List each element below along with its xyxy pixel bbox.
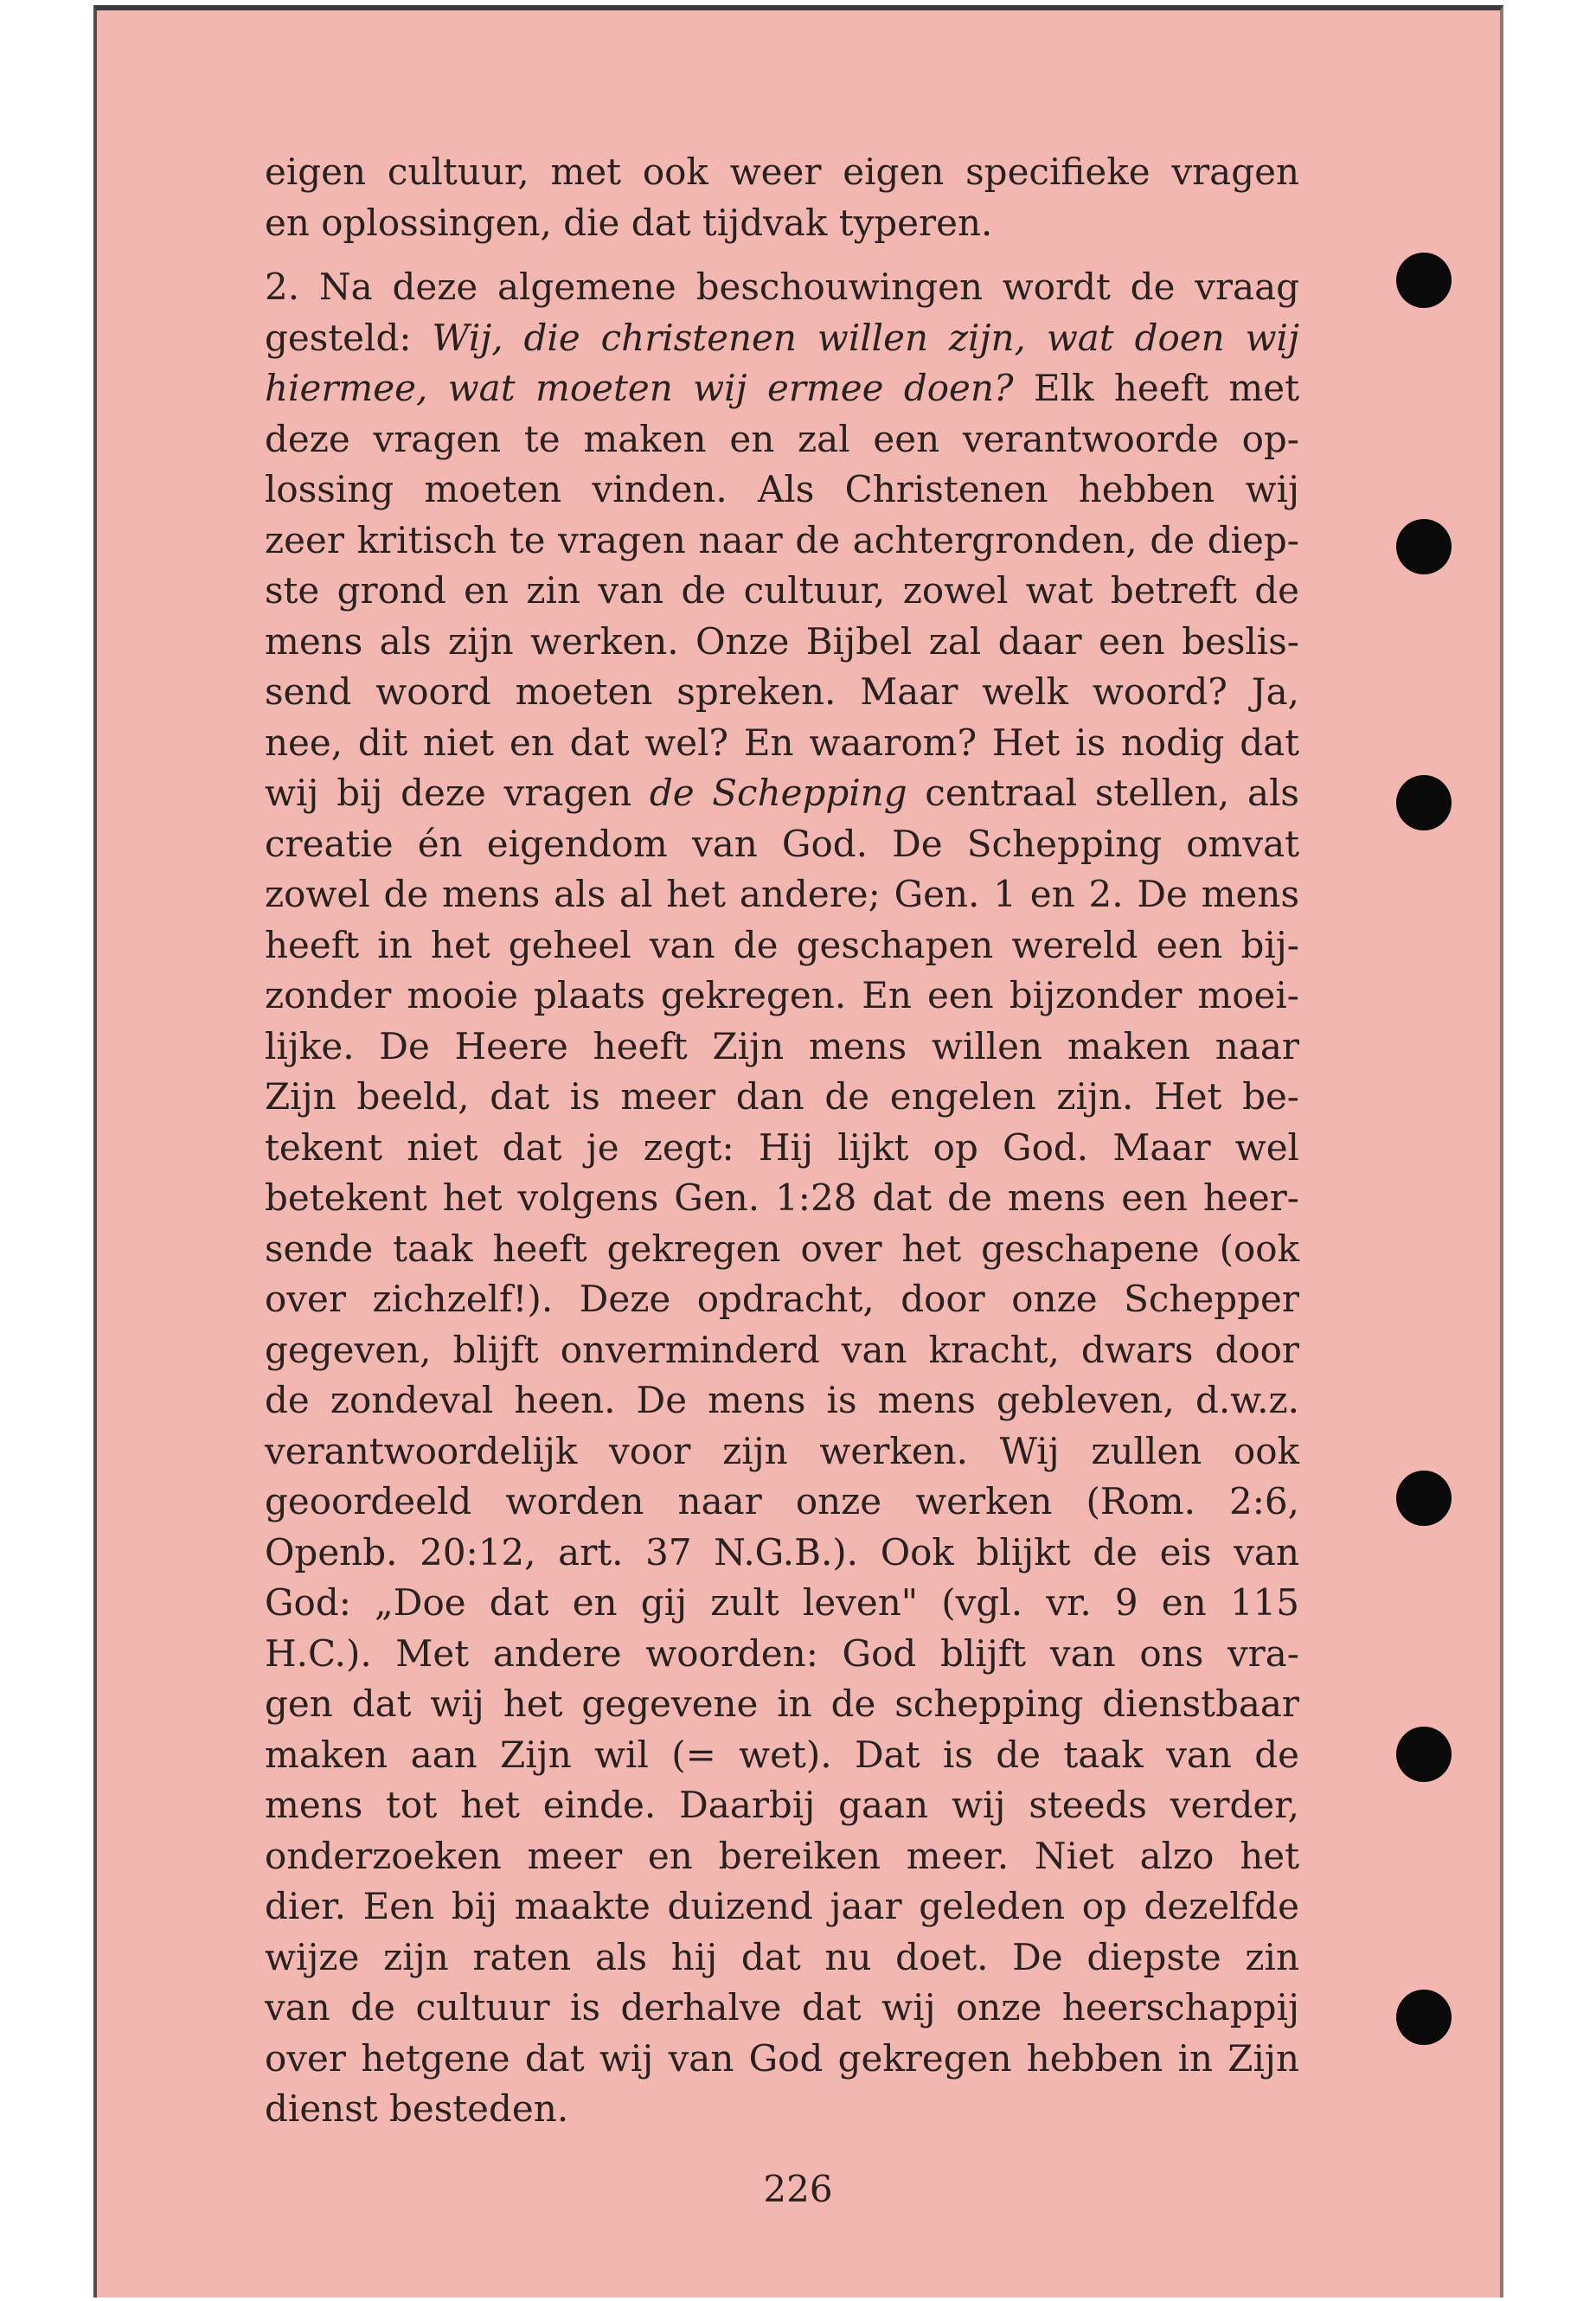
italic-question: Wij, die christenen willen zijn, wat doen wij <box>432 316 1299 359</box>
text-line: betekent het volgens Gen. 1:28 dat de mens een heer- <box>265 1176 1299 1219</box>
text-line: wijze zijn raten als hij dat nu doet. De diepste zin <box>265 1935 1299 1978</box>
text-line: over hetgene dat wij van God gekregen hebben in Zijn <box>265 2036 1299 2080</box>
text-line: dienst besteden. <box>265 2087 569 2130</box>
text-line: verantwoordelijk voor zijn werken. Wij zullen ook <box>265 1429 1299 1472</box>
text-line: over zichzelf!). Deze opdracht, door onze Schepper <box>265 1278 1299 1320</box>
text-line: mens als zijn werken. Onze Bijbel zal daar een beslis- <box>265 619 1299 663</box>
text-line: onderzoeken meer en bereiken meer. Niet alzo het <box>265 1834 1299 1877</box>
text-line: send woord moeten spreken. Maar welk woord? Ja, <box>265 670 1299 713</box>
text-line: tekent niet dat je zegt: Hij lijkt op God. Maar wel <box>265 1125 1299 1169</box>
text-line: maken aan Zijn wil (= wet). Dat is de taak van de <box>265 1733 1299 1776</box>
text-line: Openb. 20:12, art. 37 N.G.B.). Ook blijkt de eis van <box>265 1530 1299 1574</box>
punch-hole-icon <box>1396 1471 1452 1526</box>
text-span: Elk heeft met <box>1013 367 1299 409</box>
text-line: dier. Een bij maakte duizend jaar geleden op dezelfde <box>265 1885 1299 1927</box>
text-line: mens tot het einde. Daarbij gaan wij steeds verder, <box>265 1784 1299 1826</box>
text-line <box>265 363 1299 414</box>
text-line: zeer kritisch te vragen naar de achtergronden, de diep- <box>265 518 1299 561</box>
text-line: deze vragen te maken en zal een verantwoorde op- <box>265 417 1299 460</box>
text-line <box>265 768 1299 819</box>
punch-hole-icon <box>1396 519 1452 574</box>
text-line: zonder mooie plaats gekregen. En een bijzonder moei- <box>265 974 1299 1016</box>
text-line: Zijn beeld, dat is meer dan de engelen zijn. Het be- <box>265 1075 1299 1118</box>
body-text <box>265 147 1299 2135</box>
text-line: nee, dit niet en dat wel? En waarom? Het is nodig dat <box>265 721 1299 764</box>
text-line: zowel de mens als al het andere; Gen. 1 en 2. De mens <box>265 873 1299 915</box>
text-line: God: „Doe dat en gij zult leven" (vgl. vr. 9 en 115 <box>265 1581 1299 1624</box>
text-line: lijke. De Heere heeft Zijn mens willen maken naar <box>265 1024 1299 1067</box>
text-line: ste grond en zin van de cultuur, zowel wat betreft de <box>265 569 1299 612</box>
punch-hole-icon <box>1396 253 1452 308</box>
text-line: gen dat wij het gegevene in de schepping dienstbaar <box>265 1682 1299 1725</box>
punch-hole-icon <box>1396 1990 1452 2045</box>
text-line: sende taak heeft gekregen over het geschapene (ook <box>265 1227 1299 1270</box>
text-line: H.C.). Met andere woorden: God blijft van ons vra- <box>265 1631 1299 1675</box>
text-line <box>265 313 1299 364</box>
text-line: eigen cultuur, met ook weer eigen specifieke vragen <box>265 151 1299 193</box>
text-line: en oplossingen, die dat tijdvak typeren. <box>265 201 993 244</box>
punch-hole-icon <box>1396 1727 1452 1782</box>
text-line: de zondeval heen. De mens is mens gebleven, d.w.z. <box>265 1379 1299 1421</box>
italic-question: hiermee, wat moeten wij ermee doen? <box>265 367 1014 409</box>
text-line: heeft in het geheel van de geschapen wereld een bij- <box>265 923 1299 966</box>
text-line: gegeven, blijft onverminderd van kracht, dwars door <box>265 1328 1299 1371</box>
text-line: 2. Na deze algemene beschouwingen wordt de vraag <box>265 266 1299 308</box>
text-span: centraal stellen, als <box>907 772 1299 814</box>
text-line: geoordeeld worden naar onze werken (Rom. 2:6, <box>265 1480 1299 1522</box>
punch-hole-icon <box>1396 775 1452 830</box>
text-line: lossing moeten vinden. Als Christenen hebben wij <box>265 468 1299 510</box>
italic-term: de Schepping <box>649 772 907 814</box>
text-line: van de cultuur is derhalve dat wij onze heerschappij <box>265 1986 1299 2029</box>
paragraph-gap <box>265 248 1299 262</box>
page-number: 226 <box>763 2168 833 2210</box>
text-line: creatie én eigendom van God. De Schepping omvat <box>265 822 1299 865</box>
text-span: wij bij deze vragen <box>265 772 650 814</box>
text-span: gesteld: <box>265 316 433 359</box>
